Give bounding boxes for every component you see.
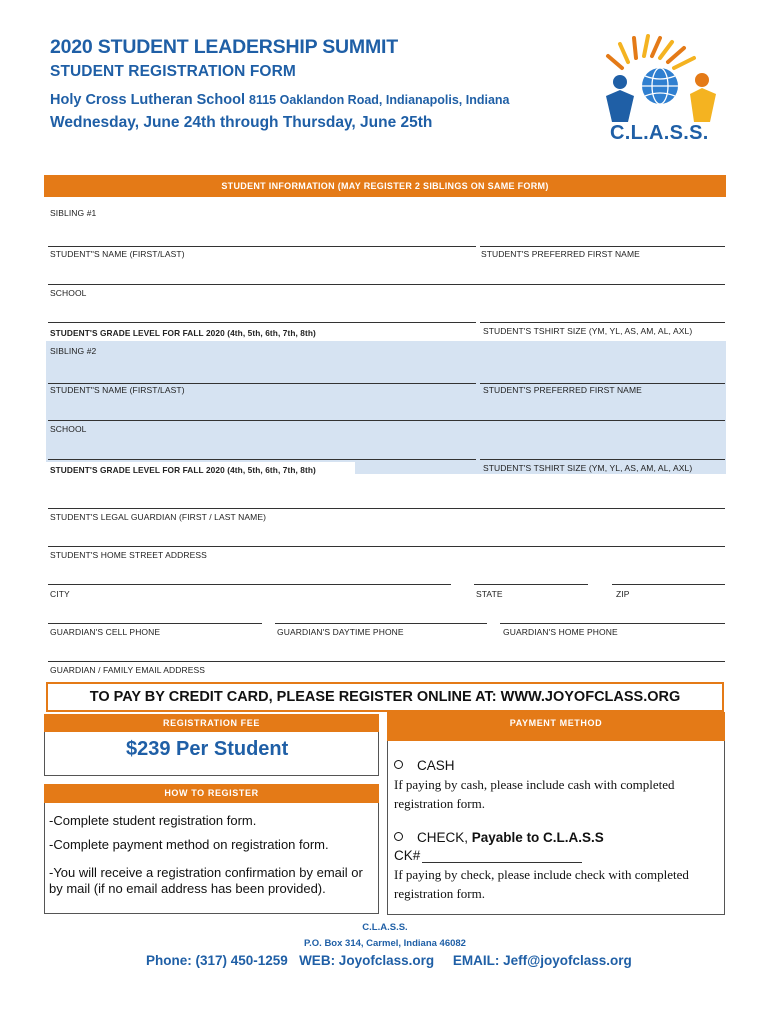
sibling2-school-label: SCHOOL — [50, 424, 87, 434]
sibling2-grade-line[interactable] — [48, 459, 476, 460]
venue-name: Holy Cross Lutheran School — [50, 92, 245, 108]
zip-label: ZIP — [616, 589, 630, 599]
check-radio-icon[interactable] — [394, 832, 403, 841]
check-note: If paying by check, please include check with completed registration form. — [394, 867, 689, 901]
sibling2-tshirt-label: STUDENT'S TSHIRT SIZE (YM, YL, AS, AM, AL, AXL) — [483, 463, 693, 473]
form-title: 2020 STUDENT LEADERSHIP SUMMIT — [50, 36, 398, 58]
home-address-label: STUDENT'S HOME STREET ADDRESS — [50, 550, 207, 560]
cell-phone-line[interactable] — [48, 623, 262, 624]
guardian-name-label: STUDENT'S LEGAL GUARDIAN (FIRST / LAST NAME) — [50, 512, 267, 522]
email-line[interactable] — [48, 661, 725, 662]
sibling1-preferred-label: STUDENT'S PREFERRED FIRST NAME — [481, 249, 640, 259]
home-phone-label: GUARDIAN'S HOME PHONE — [503, 627, 618, 637]
city-label: CITY — [50, 589, 70, 599]
sibling2-shaded-area — [46, 341, 726, 462]
sibling1-tshirt-line[interactable] — [480, 322, 725, 323]
state-label: STATE — [476, 589, 503, 599]
check-option[interactable] — [394, 830, 604, 845]
sibling2-school-line[interactable] — [48, 420, 725, 421]
step-2: -Complete payment method on registration form. — [49, 837, 329, 852]
form-subtitle: STUDENT REGISTRATION FORM — [50, 63, 296, 80]
sibling2-grade-label: STUDENT'S GRADE LEVEL FOR FALL 2020 (4th, 5th, 6th, 7th, 8th) — [50, 465, 316, 475]
sibling1-tshirt-label: STUDENT'S TSHIRT SIZE (YM, YL, AS, AM, AL, AXL) — [483, 326, 693, 336]
student-info-header: STUDENT INFORMATION (MAY REGISTER 2 SIBLINGS ON SAME FORM) — [44, 175, 726, 197]
step-3: -You will receive a registration confirmation by email or by mail (if no email address has been provided). — [49, 865, 363, 896]
venue-line — [50, 92, 510, 108]
sibling2-name-line[interactable] — [48, 383, 476, 384]
guardian-name-line[interactable] — [48, 508, 725, 509]
sibling2-label: SIBLING #2 — [50, 346, 97, 356]
sibling2-preferred-label: STUDENT'S PREFERRED FIRST NAME — [483, 385, 642, 395]
logo-text: C.L.A.S.S. — [610, 122, 709, 144]
cash-option[interactable] — [394, 758, 455, 773]
step-1: -Complete student registration form. — [49, 813, 257, 828]
how-to-register-header: HOW TO REGISTER — [44, 784, 379, 803]
venue-address: 8115 Oaklandon Road, Indianapolis, Indiana — [249, 93, 510, 107]
payment-method-header: PAYMENT METHOD — [387, 712, 725, 741]
footer-po-box: P.O. Box 314, Carmel, Indiana 46082 — [304, 938, 466, 949]
check-label: CHECK, — [417, 830, 469, 845]
zip-line[interactable] — [612, 584, 725, 585]
sibling1-preferred-line[interactable] — [480, 246, 725, 247]
home-phone-line[interactable] — [500, 623, 725, 624]
cash-radio-icon[interactable] — [394, 760, 403, 769]
cash-note: If paying by cash, please include cash with completed registration form. — [394, 777, 675, 811]
cash-label: CASH — [417, 758, 455, 773]
city-line[interactable] — [48, 584, 451, 585]
credit-card-banner: TO PAY BY CREDIT CARD, PLEASE REGISTER ONLINE AT: WWW.JOYOFCLASS.ORG — [46, 682, 724, 712]
check-number-label: CK# — [394, 848, 421, 863]
registration-fee-header: REGISTRATION FEE — [44, 714, 379, 732]
home-address-line[interactable] — [48, 546, 725, 547]
sibling1-school-line[interactable] — [48, 284, 725, 285]
sibling1-school-label: SCHOOL — [50, 288, 87, 298]
event-dates: Wednesday, June 24th through Thursday, June 25th — [50, 114, 433, 131]
email-label: GUARDIAN / FAMILY EMAIL ADDRESS — [50, 665, 206, 675]
check-payable: Payable to C.L.A.S.S — [471, 830, 604, 845]
footer-contact: Phone: (317) 450-1259 WEB: Joyofclass.org EMAIL: Jeff@joyofclass.org — [146, 953, 632, 968]
check-number-row — [394, 848, 420, 863]
daytime-phone-line[interactable] — [275, 623, 487, 624]
sibling2-name-label: STUDENT"S NAME (FIRST/LAST) — [50, 385, 185, 395]
footer-org: C.L.A.S.S. — [362, 922, 408, 933]
sibling1-grade-line[interactable] — [48, 322, 476, 323]
sibling1-grade-label: STUDENT'S GRADE LEVEL FOR FALL 2020 (4th, 5th, 6th, 7th, 8th) — [50, 328, 316, 338]
sibling2-preferred-line[interactable] — [480, 383, 725, 384]
state-line[interactable] — [474, 584, 588, 585]
sibling2-tshirt-line[interactable] — [480, 459, 725, 460]
daytime-phone-label: GUARDIAN'S DAYTIME PHONE — [277, 627, 404, 637]
cell-phone-label: GUARDIAN'S CELL PHONE — [50, 627, 161, 637]
price: $239 Per Student — [126, 738, 289, 760]
sibling1-label: SIBLING #1 — [50, 208, 97, 218]
sibling1-name-line[interactable] — [48, 246, 476, 247]
sibling1-name-label: STUDENT"S NAME (FIRST/LAST) — [50, 249, 185, 259]
check-number-line[interactable] — [422, 862, 582, 863]
